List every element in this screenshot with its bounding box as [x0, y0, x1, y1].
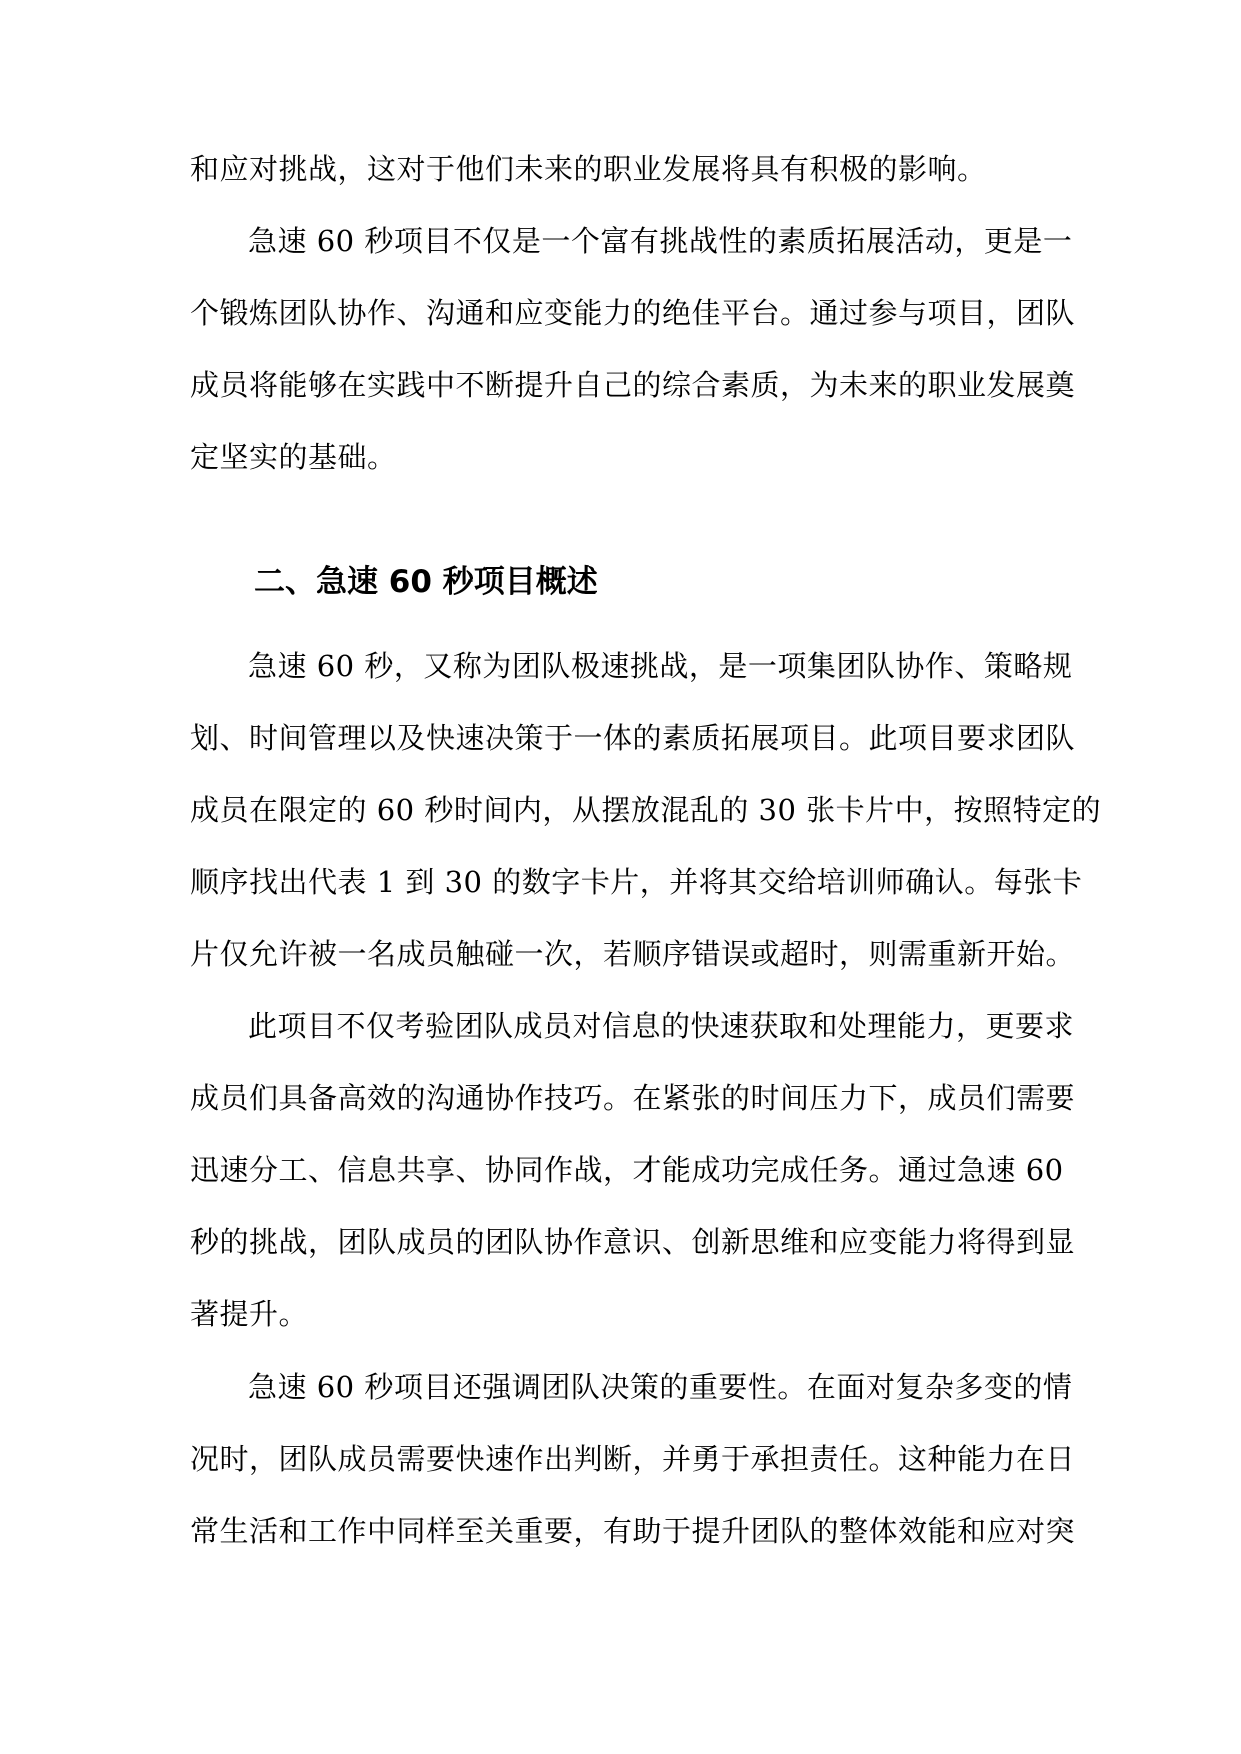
paragraph-line: 个锻炼团队协作、沟通和应变能力的绝佳平台。通过参与项目，团队	[190, 296, 1076, 330]
paragraph-line: 片仅允许被一名成员触碰一次，若顺序错误或超时，则需重新开始。	[190, 937, 1076, 971]
paragraph-line: 急速 60 秒，又称为团队极速挑战，是一项集团队协作、策略规	[248, 649, 1073, 683]
paragraph-line: 况时，团队成员需要快速作出判断，并勇于承担责任。这种能力在日	[190, 1442, 1076, 1476]
paragraph-line: 和应对挑战，这对于他们未来的职业发展将具有积极的影响。	[190, 152, 987, 186]
paragraph-line: 常生活和工作中同样至关重要，有助于提升团队的整体效能和应对突	[190, 1514, 1076, 1548]
paragraph-line: 顺序找出代表 1 到 30 的数字卡片，并将其交给培训师确认。每张卡	[190, 865, 1083, 899]
paragraph-line: 此项目不仅考验团队成员对信息的快速获取和处理能力，更要求	[248, 1009, 1075, 1043]
paragraph-line: 划、时间管理以及快速决策于一体的素质拓展项目。此项目要求团队	[190, 721, 1076, 755]
paragraph-line: 成员在限定的 60 秒时间内，从摆放混乱的 30 张卡片中，按照特定的	[190, 793, 1102, 827]
paragraph-line: 迅速分工、信息共享、协同作战，才能成功完成任务。通过急速 60	[190, 1153, 1064, 1187]
paragraph-line: 急速 60 秒项目不仅是一个富有挑战性的素质拓展活动，更是一	[248, 224, 1073, 258]
paragraph-line: 定坚实的基础。	[190, 440, 397, 474]
paragraph-line: 急速 60 秒项目还强调团队决策的重要性。在面对复杂多变的情	[248, 1370, 1073, 1404]
paragraph-line: 成员将能够在实践中不断提升自己的综合素质，为未来的职业发展奠	[190, 368, 1076, 402]
section-heading: 二、急速 60 秒项目概述	[254, 564, 598, 600]
paragraph-line: 成员们具备高效的沟通协作技巧。在紧张的时间压力下，成员们需要	[190, 1081, 1076, 1115]
paragraph-line: 秒的挑战，团队成员的团队协作意识、创新思维和应变能力将得到显	[190, 1225, 1076, 1259]
paragraph-line: 著提升。	[190, 1297, 309, 1331]
